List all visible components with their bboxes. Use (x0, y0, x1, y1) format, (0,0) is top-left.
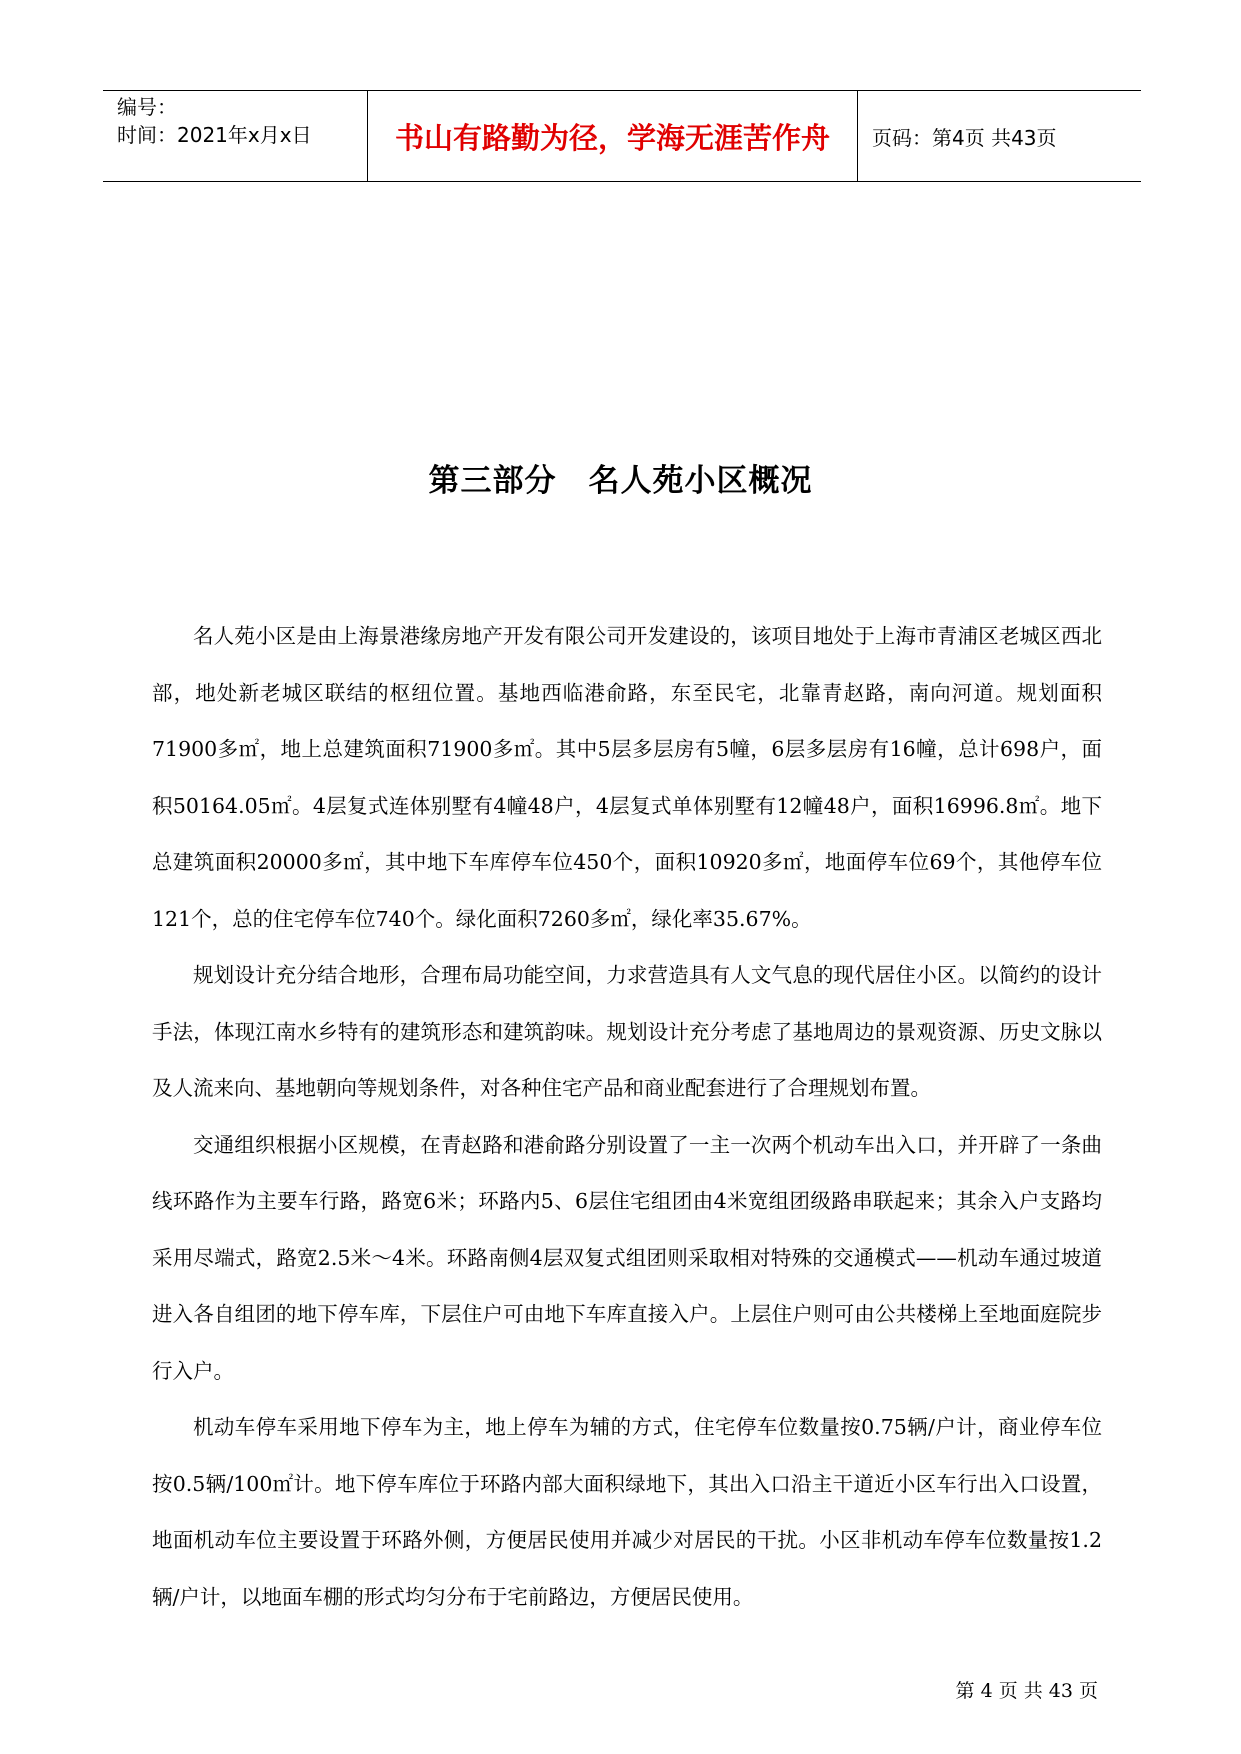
page-footer: 第 4 页 共 43 页 (955, 1680, 1098, 1702)
header-page-label: 页码：第4页 共43页 (872, 125, 1057, 150)
page-header (103, 90, 1141, 182)
section-title: 第三部分 名人苑小区概况 (428, 463, 813, 499)
paragraph: 名人苑小区是由上海景港缘房地产开发有限公司开发建设的，该项目地处于上海市青浦区老城区西北部，地处新老城区联结的枢纽位置。基地西临港俞路，东至民宅，北靠青赵路，南向河道。规划面积71900多㎡，地上总建筑面积71900多㎡。其中5层多层房有5幢，6层多层房有16幢，总计698户，面积50164.05㎡。4层复式连体别墅有4幢48户，4层复式单体别墅有12幢48户，面积16996.8㎡。地下总建筑面积20000多㎡，其中地下车库停车位450个，面积10920多㎡，地面停车位69个，其他停车位121个，总的住宅停车位740个。绿化面积7260多㎡，绿化率35.67%。 (152, 624, 1102, 931)
document-number-label: 编号： (117, 95, 177, 119)
header-left-cell (103, 91, 368, 181)
body-text (152, 608, 1102, 1625)
paragraph: 规划设计充分结合地形，合理布局功能空间，力求营造具有人文气息的现代居住小区。以简约的设计手法，体现江南水乡特有的建筑形态和建筑韵味。规划设计充分考虑了基地周边的景观资源、历史文脉以及人流来向、基地朝向等规划条件，对各种住宅产品和商业配套进行了合理规划布置。 (152, 963, 1102, 1100)
paragraph: 交通组织根据小区规模，在青赵路和港俞路分别设置了一主一次两个机动车出入口，并开辟了一条曲线环路作为主要车行路，路宽6米；环路内5、6层住宅组团由4米宽组团级路串联起来；其余入户支路均采用尽端式，路宽2.5米～4米。环路南侧4层双复式组团则采取相对特殊的交通模式——机动车通过坡道进入各自组团的地下停车库，下层住户可由地下车库直接入户。上层住户则可由公共楼梯上至地面庭院步行入户。 (152, 1132, 1102, 1383)
document-time-label: 时间：2021年x月x日 (117, 123, 312, 147)
paragraph: 机动车停车采用地下停车为主，地上停车为辅的方式，住宅停车位数量按0.75辆/户计，商业停车位按0.5辆/100㎡计。地下停车库位于环路内部大面积绿地下，其出入口沿主干道近小区车行出入口设置，地面机动车位主要设置于环路外侧，方便居民使用并减少对居民的干扰。小区非机动车停车位数量按1.2辆/户计，以地面车棚的形式均匀分布于宅前路边，方便居民使用。 (152, 1415, 1102, 1609)
header-motto: 书山有路勤为径，学海无涯苦作舟 (368, 91, 858, 181)
